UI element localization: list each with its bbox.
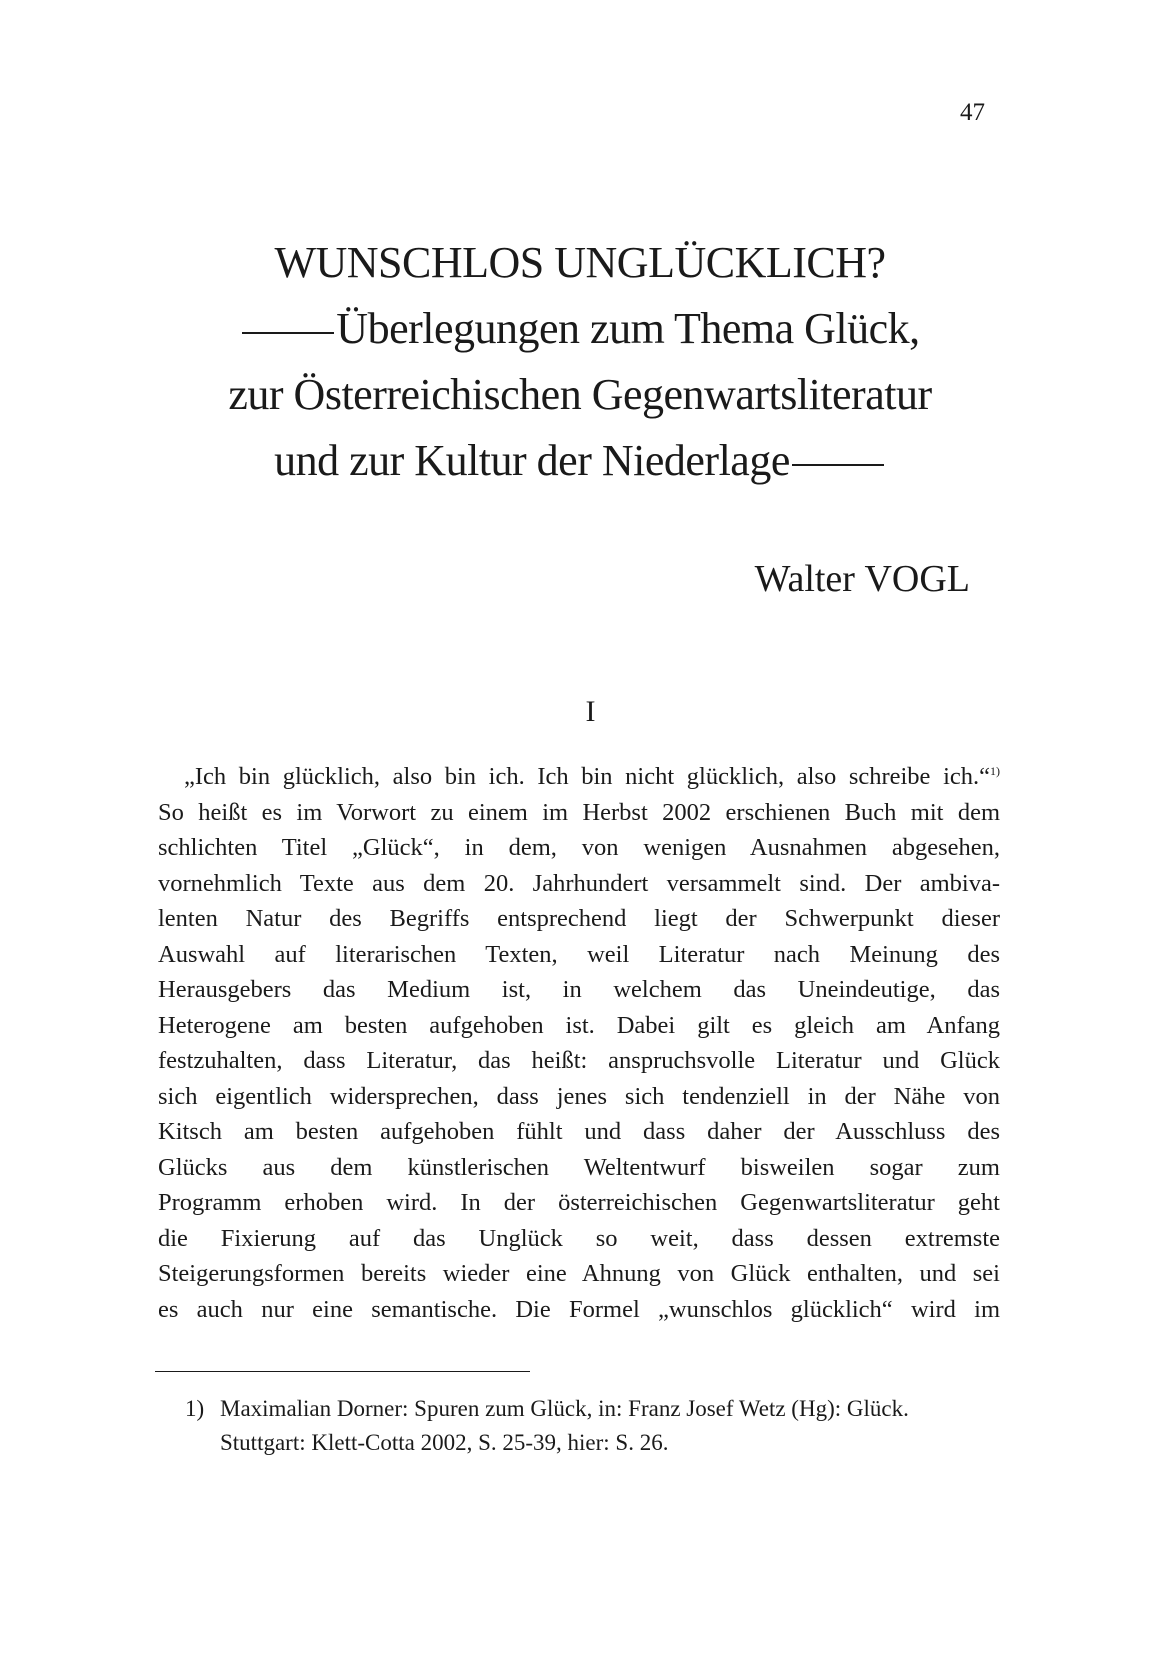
title-line-1: WUNSCHLOS UNGLÜCKLICH? (274, 238, 886, 287)
body-line: sich eigentlich widersprechen, dass jenes sich tendenziell in der Nähe von (158, 1082, 1000, 1110)
article-title (150, 230, 1010, 494)
body-line: die Fixierung auf das Unglück so weit, dass dessen extremste (158, 1224, 1000, 1252)
body-line: festzuhalten, dass Literatur, das heißt: anspruchsvolle Literatur und Glück (158, 1047, 1000, 1074)
body-line: Heterogene am besten aufgehoben ist. Dabei gilt es gleich am Anfang (158, 1011, 1000, 1039)
footnote-line-1 (185, 1392, 1000, 1426)
section-number: I (585, 695, 596, 728)
body-line-1-text: „Ich bin glücklich, also bin ich. Ich bin nicht glücklich, also schreibe ich.“ (184, 763, 990, 790)
body-line: Programm erhoben wird. In der österreichischen Gegenwartsliteratur geht (158, 1189, 1000, 1216)
body-line: es auch nur eine semantische. Die Formel „wunschlos glücklich“ wird im (158, 1295, 1000, 1323)
author-last-name: VOGL (864, 558, 970, 600)
body-paragraph (158, 759, 1000, 1327)
footnote-line-1-text: Maximalian Dorner: Spuren zum Glück, in: Franz Josef Wetz (Hg): Glück. (220, 1396, 909, 1421)
title-line-4-text: und zur Kultur der Niederlage (274, 436, 790, 485)
author-first-name: Walter (754, 558, 855, 600)
body-line: Kitsch am besten aufgehoben fühlt und dass daher der Ausschluss des (158, 1118, 1000, 1145)
footnote (185, 1392, 1000, 1460)
body-line: Auswahl auf literarischen Texten, weil Literatur nach Meinung des (158, 940, 1000, 968)
title-dash-left (242, 332, 334, 334)
footnote-reference: 1) (990, 763, 1000, 778)
title-line-4 (150, 428, 1010, 494)
body-line: Glücks aus dem künstlerischen Weltentwurf bisweilen sogar zum (158, 1153, 1000, 1181)
title-dash-right (792, 464, 884, 466)
body-line: vornehmlich Texte aus dem 20. Jahrhundert versammelt sind. Der ambiva- (158, 869, 1000, 897)
author-name (620, 556, 970, 602)
title-line-2-text: Überlegungen zum Thema Glück, (336, 304, 920, 353)
body-line: So heißt es im Vorwort zu einem im Herbst 2002 erschienen Buch mit dem (158, 798, 1000, 826)
footnote-divider (155, 1371, 530, 1372)
page-number: 47 (960, 99, 985, 126)
body-line: schlichten Titel „Glück“, in dem, von wenigen Ausnahmen abgesehen, (158, 834, 1000, 861)
body-line: Herausgebers das Medium ist, in welchem das Uneindeutige, das (158, 976, 1000, 1003)
body-line-1 (158, 759, 1000, 795)
title-line-2 (150, 296, 1010, 362)
footnote-line-2: Stuttgart: Klett-Cotta 2002, S. 25-39, hier: S. 26. (220, 1430, 669, 1455)
body-line: lenten Natur des Begriffs entsprechend liegt der Schwerpunkt dieser (158, 905, 1000, 932)
title-line-3: zur Österreichischen Gegenwartsliteratur (228, 370, 932, 419)
footnote-marker: 1) (185, 1396, 205, 1421)
body-line: Steigerungsformen bereits wieder eine Ahnung von Glück enthalten, und sei (158, 1260, 1000, 1287)
